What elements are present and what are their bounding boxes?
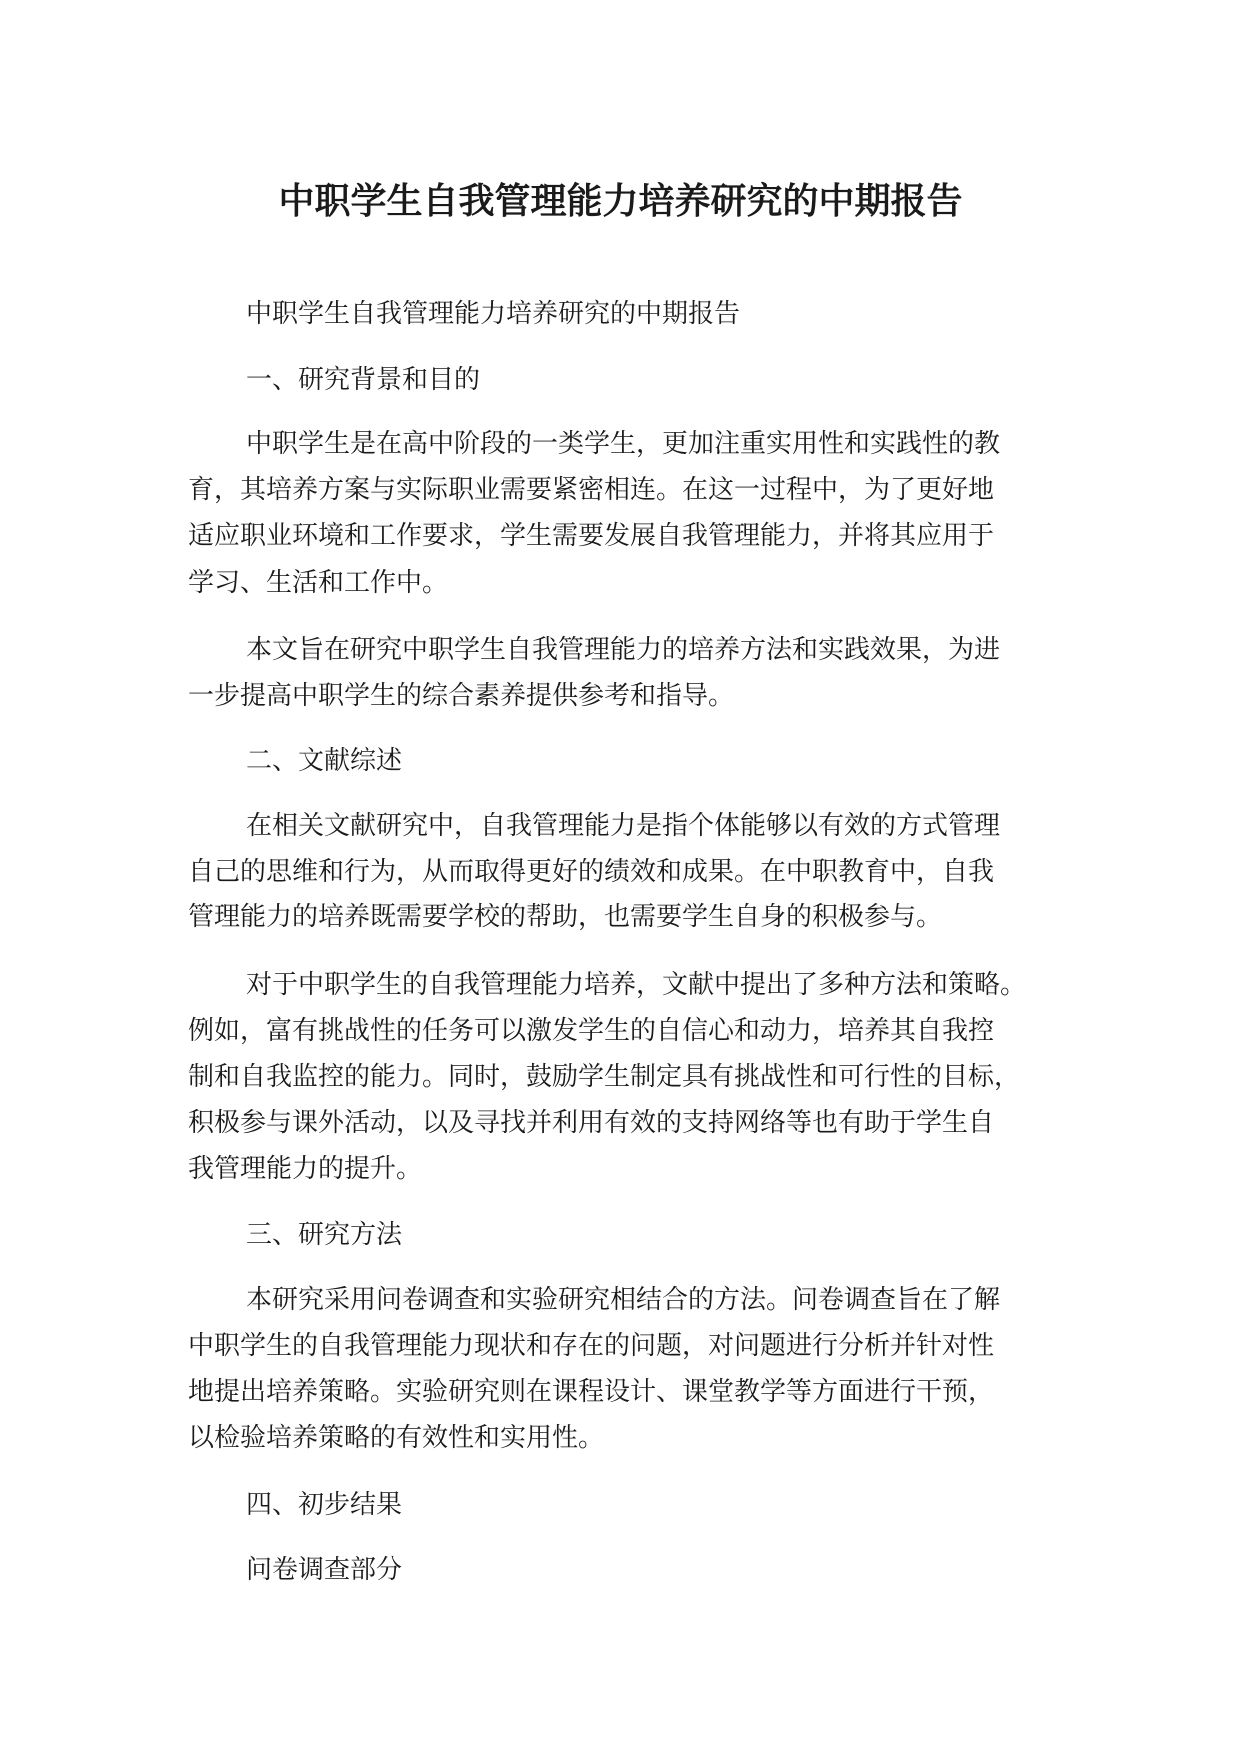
paragraph-line: 管理能力的培养既需要学校的帮助，也需要学生自身的积极参与。: [188, 902, 943, 932]
paragraph-line: 对于中职学生的自我管理能力培养，文献中提出了多种方法和策略。: [246, 970, 1027, 1000]
subsection-heading: 问卷调查部分: [246, 1555, 403, 1585]
paragraph-line: 以检验培养策略的有效性和实用性。: [188, 1423, 605, 1453]
paragraph-line: 我管理能力的提升。: [188, 1154, 423, 1184]
section-heading-4: 四、初步结果: [246, 1490, 403, 1520]
section-heading-3: 三、研究方法: [246, 1220, 403, 1250]
paragraph-line: 育，其培养方案与实际职业需要紧密相连。在这一过程中，为了更好地: [188, 475, 995, 505]
section-heading-2: 二、文献综述: [246, 746, 403, 776]
paragraph-line: 例如，富有挑战性的任务可以激发学生的自信心和动力，培养其自我控: [188, 1016, 995, 1046]
paragraph-line: 在相关文献研究中，自我管理能力是指个体能够以有效的方式管理: [246, 811, 1001, 841]
paragraph-line: 中职学生是在高中阶段的一类学生，更加注重实用性和实践性的教: [246, 429, 1001, 459]
paragraph-line: 本文旨在研究中职学生自我管理能力的培养方法和实践效果，为进: [246, 635, 1001, 665]
paragraph-line: 地提出培养策略。实验研究则在课程设计、课堂教学等方面进行干预，: [188, 1377, 995, 1407]
paragraph-line: 一步提高中职学生的综合素养提供参考和指导。: [188, 681, 735, 711]
paragraph-line: 本研究采用问卷调查和实验研究相结合的方法。问卷调查旨在了解: [246, 1285, 1001, 1315]
document-title: 中职学生自我管理能力培养研究的中期报告: [278, 181, 963, 222]
paragraph-line: 自己的思维和行为，从而取得更好的绩效和成果。在中职教育中，自我: [188, 857, 995, 887]
paragraph-line: 适应职业环境和工作要求，学生需要发展自我管理能力，并将其应用于: [188, 521, 995, 551]
paragraph-line: 学习、生活和工作中。: [188, 568, 449, 598]
subtitle-line: 中职学生自我管理能力培养研究的中期报告: [246, 299, 741, 329]
paragraph-line: 中职学生的自我管理能力现状和存在的问题，对问题进行分析并针对性: [188, 1331, 995, 1361]
paragraph-line: 积极参与课外活动，以及寻找并利用有效的支持网络等也有助于学生自: [188, 1108, 995, 1138]
section-heading-1: 一、研究背景和目的: [246, 365, 481, 395]
paragraph-line: 制和自我监控的能力。同时，鼓励学生制定具有挑战性和可行性的目标，: [188, 1062, 1021, 1092]
